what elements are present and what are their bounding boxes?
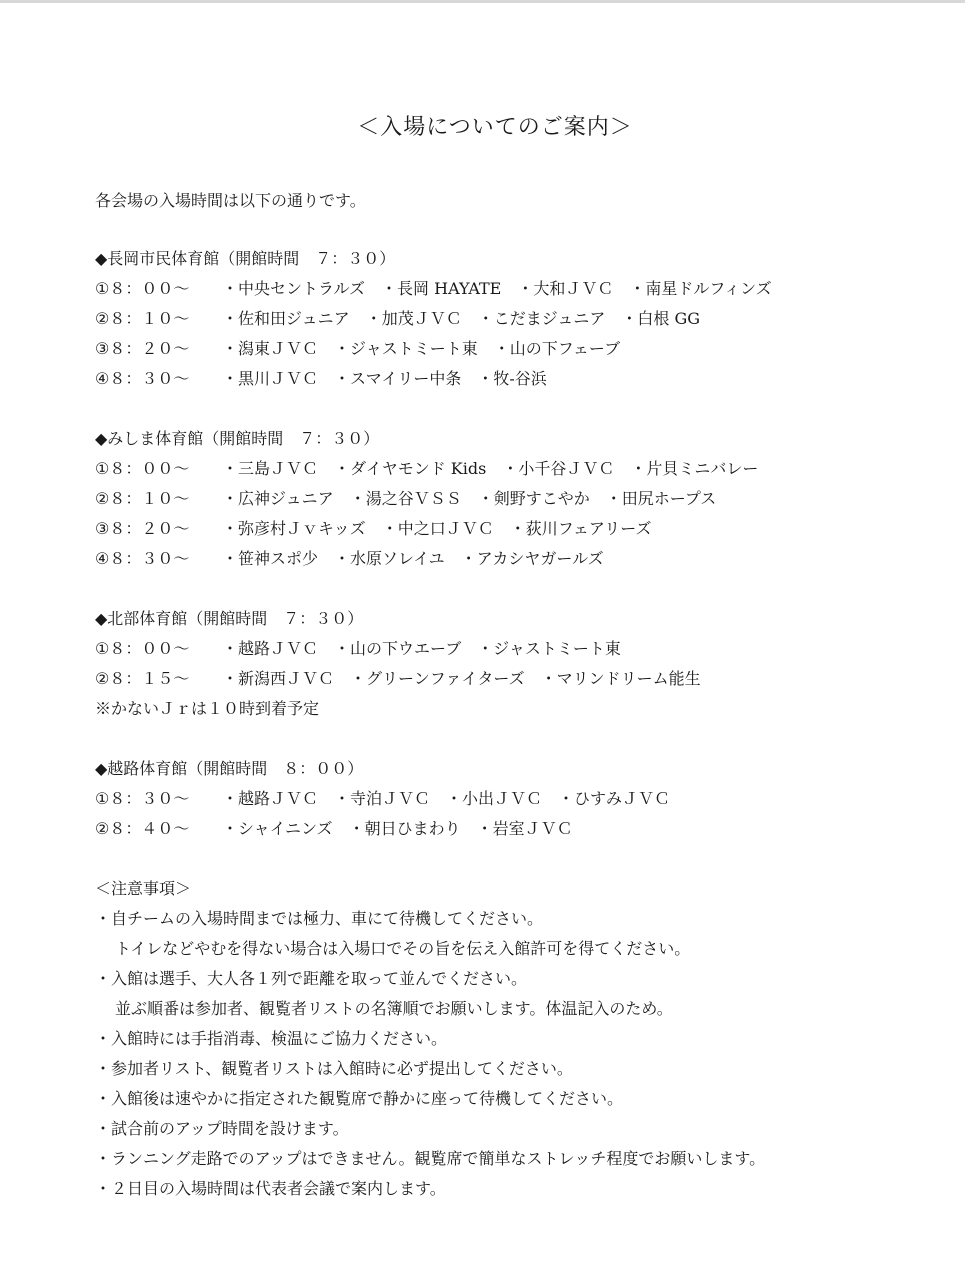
venue-heading: ◆北部体育館（開館時間 ７：３０） [95,609,364,628]
venue-heading: ◆みしま体育館（開館時間 ７：３０） [95,429,380,448]
slot-time: ④８：３０～ [95,369,190,388]
slot-time: ②８：１０～ [95,309,190,328]
team-name: ・笹神スポ少 [222,549,319,568]
schedule-row [95,454,945,484]
team-name: ・寺泊ＪＶＣ [334,789,431,808]
team-name: ・弥彦村Ｊｖキッズ [222,519,366,538]
slot-time: ①８：００～ [95,639,190,658]
venue-nagaoka [95,244,945,394]
venue-koshiji [95,754,945,844]
schedule-row [95,634,945,664]
team-name: ・田尻ホープス [605,489,717,508]
arrival-note: ※かないＪｒは１０時到着予定 [95,699,320,718]
slot-time: ②８：４０～ [95,819,190,838]
team-name: ・小出ＪＶＣ [446,789,543,808]
team-name: ・小千谷ＪＶＣ [502,459,615,478]
team-name: ・新潟西ＪＶＣ [222,669,335,688]
slot-time: ①８：３０～ [95,789,190,808]
team-name: ・加茂ＪＶＣ [365,309,462,328]
slot-time: ①８：００～ [95,279,190,298]
schedule-row [95,514,945,544]
note-line: トイレなどやむを得ない場合は入場口でその旨を伝え入館許可を得てください。 [115,939,691,958]
schedule-row [95,814,945,844]
team-name: ・シャイニンズ [222,819,333,838]
team-name: ・山の下フェーブ [493,339,621,358]
slot-time: ①８：００～ [95,459,190,478]
slot-time: ②８：１５～ [95,669,190,688]
team-name: ・潟東ＪＶＣ [222,339,319,358]
team-name: ・南星ドルフィンズ [629,279,772,298]
venue-heading: ◆長岡市民体育館（開館時間 ７：３０） [95,249,396,268]
team-name: ・中央セントラルズ [222,279,366,298]
slot-time: ④８：３０～ [95,549,190,568]
note-line: ・自チームの入場時間までは極力、車にて待機してください。 [95,909,544,928]
team-name: ・こだまジュニア [477,309,606,328]
schedule-row [95,784,945,814]
team-name: ・三島ＪＶＣ [222,459,319,478]
venue-hokubu [95,604,945,724]
team-name: ・ジャストミート東 [477,639,621,658]
team-name: ・越路ＪＶＣ [222,789,319,808]
schedule-row [95,664,945,694]
schedule-row [95,364,945,394]
team-name: ・水原ソレイユ [334,549,445,568]
team-name: ・白根 GG [621,309,701,328]
team-name: ・ジャストミート東 [334,339,478,358]
slot-time: ③８：２０～ [95,519,190,538]
team-name: ・剣野すこやか [477,489,590,508]
team-name: ・ダイヤモンド Kids [334,459,487,478]
team-name: ・片貝ミニバレー [630,459,759,478]
schedule-row [95,304,945,334]
venue-heading: ◆越路体育館（開館時間 ８：００） [95,759,364,778]
slot-time: ②８：１０～ [95,489,190,508]
team-name: ・朝日ひまわり [348,819,461,838]
team-name: ・牧-谷浜 [477,369,547,388]
note-line: ・ランニング走路でのアップはできません。観覧席で簡単なストレッチ程度でお願いします。 [95,1149,766,1168]
team-name: ・岩室ＪＶＣ [476,819,573,838]
team-name: ・ひすみＪＶＣ [558,789,671,808]
venue-mishima [95,424,945,574]
schedule-row [95,544,945,574]
team-name: ・湯之谷ＶＳＳ [349,489,462,508]
team-name: ・荻川フェアリーズ [509,519,652,538]
team-name: ・越路ＪＶＣ [222,639,319,658]
team-name: ・スマイリー中条 [334,369,462,388]
team-name: ・黒川ＪＶＣ [222,369,319,388]
page-title: ＜入場についてのご案内＞ [357,115,633,140]
team-name: ・広神ジュニア [222,489,334,508]
schedule-row [95,334,945,364]
note-line: ・試合前のアップ時間を設けます。 [95,1119,349,1138]
schedule-row [95,484,945,514]
team-name: ・グリーンファイターズ [350,669,525,688]
notes-section [95,874,945,1204]
note-line: ・入館時には手指消毒、検温にご協力ください。 [95,1029,448,1048]
team-name: ・佐和田ジュニア [222,309,350,328]
team-name: ・中之口ＪＶＣ [381,519,494,538]
team-name: ・アカシヤガールズ [460,549,604,568]
team-name: ・大和ＪＶＣ [517,279,614,298]
schedule-row [95,274,945,304]
note-line: ・入館後は速やかに指定された観覧席で静かに座って待機してください。 [95,1089,624,1108]
note-line: ・２日目の入場時間は代表者会議で案内します。 [95,1179,446,1198]
note-line: 並ぶ順番は参加者、観覧者リストの名簿順でお願いします。体温記入のため。 [115,999,673,1018]
notes-heading: ＜注意事項＞ [95,879,192,898]
team-name: ・マリンドリーム能生 [540,669,701,688]
team-name: ・長岡 HAYATE [381,279,502,298]
note-line: ・入館は選手、大人各１列で距離を取って並んでください。 [95,969,528,988]
note-line: ・参加者リスト、観覧者リストは入館時に必ず提出してください。 [95,1059,573,1078]
intro-text: 各会場の入場時間は以下の通りです。 [95,191,366,210]
team-name: ・山の下ウエーブ [334,639,462,658]
slot-time: ③８：２０～ [95,339,190,358]
